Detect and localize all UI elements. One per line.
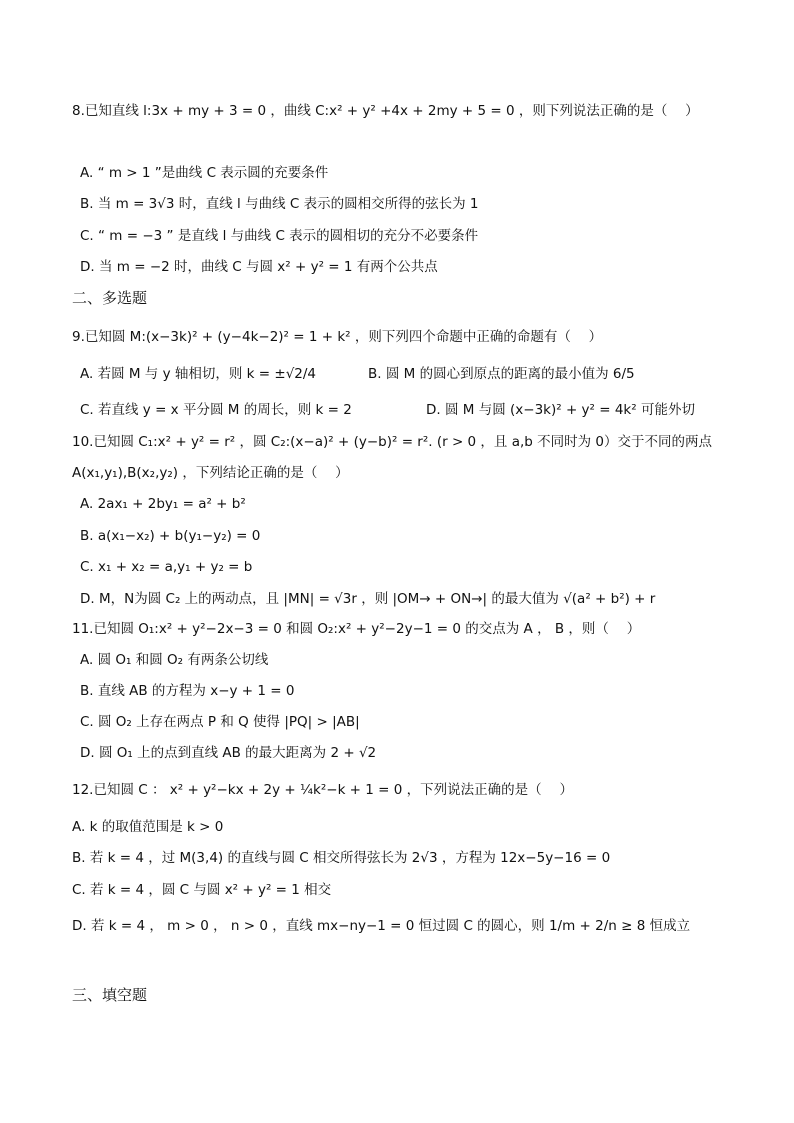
q9-option-d: D. 圆 M 与圆 (x−3k)² + y² = 4k² 可能外切 xyxy=(426,402,695,418)
q10-stem-line1: 10.已知圆 C₁:x² + y² = r² ，圆 C₂:(x−a)² + (y−b)² = r². (r > 0 ，且 a,b 不同时为 0）交于不同的两点 xyxy=(72,434,713,450)
q10-option-c: C. x₁ + x₂ = a,y₁ + y₂ = b xyxy=(80,559,253,575)
q12-stem: 12.已知圆 C ： x² + y²−kx + 2y + ¼k²−k + 1 = 0 ，下列说法正确的是（ ） xyxy=(72,782,573,798)
q11-stem: 11.已知圆 O₁:x² + y²−2x−3 = 0 和圆 O₂:x² + y²−2y−1 = 0 的交点为 A ， B ，则（ ） xyxy=(72,621,641,637)
q9-option-b: B. 圆 M 的圆心到原点的距离的最小值为 6/5 xyxy=(368,366,635,382)
q10-option-d: D. M，N为圆 C₂ 上的两动点，且 |MN| = √3r ，则 |OM→ + ON→| 的最大值为 √(a² + b²) + r xyxy=(80,591,656,607)
q11-option-c: C. 圆 O₂ 上存在两点 P 和 Q 使得 |PQ| > |AB| xyxy=(80,714,360,730)
q12-option-c: C. 若 k = 4 ，圆 C 与圆 x² + y² = 1 相交 xyxy=(72,882,332,898)
q8-option-a: A. “ m > 1 ”是曲线 C 表示圆的充要条件 xyxy=(80,165,329,181)
section-heading-multi-choice: 二、多选题 xyxy=(72,289,148,307)
section-heading-fill-blank: 三、填空题 xyxy=(72,986,148,1004)
q9-option-a: A. 若圆 M 与 y 轴相切，则 k = ±√2/4 xyxy=(80,366,317,382)
q9-stem: 9.已知圆 M:(x−3k)² + (y−4k−2)² = 1 + k² ，则下列四个命题中正确的命题有（ ） xyxy=(72,329,603,345)
q11-option-a: A. 圆 O₁ 和圆 O₂ 有两条公切线 xyxy=(80,652,269,668)
q10-option-a: A. 2ax₁ + 2by₁ = a² + b² xyxy=(80,496,246,512)
q8-stem: 8.已知直线 l:3x + my + 3 = 0 ，曲线 C:x² + y² +4x + 2my + 5 = 0 ，则下列说法正确的是（ ） xyxy=(72,103,699,119)
q10-stem-line2: A(x₁,y₁),B(x₂,y₂) ，下列结论正确的是（ ） xyxy=(72,465,349,481)
q11-option-b: B. 直线 AB 的方程为 x−y + 1 = 0 xyxy=(80,683,295,699)
q9-option-c: C. 若直线 y = x 平分圆 M 的周长，则 k = 2 xyxy=(80,402,352,418)
q8-option-d: D. 当 m = −2 时，曲线 C 与圆 x² + y² = 1 有两个公共点 xyxy=(80,259,438,275)
q12-option-d: D. 若 k = 4 ， m > 0 ， n > 0 ，直线 mx−ny−1 = 0 恒过圆 C 的圆心，则 1/m + 2/n ≥ 8 恒成立 xyxy=(72,918,691,934)
q12-option-b: B. 若 k = 4 ，过 M(3,4) 的直线与圆 C 相交所得弦长为 2√3 ，方程为 12x−5y−16 = 0 xyxy=(72,850,611,866)
q11-option-d: D. 圆 O₁ 上的点到直线 AB 的最大距离为 2 + √2 xyxy=(80,745,377,761)
q10-option-b: B. a(x₁−x₂) + b(y₁−y₂) = 0 xyxy=(80,528,261,544)
q12-option-a: A. k 的取值范围是 k > 0 xyxy=(72,819,224,835)
q8-option-b: B. 当 m = 3√3 时，直线 l 与曲线 C 表示的圆相交所得的弦长为 1 xyxy=(80,196,479,212)
q8-option-c: C. “ m = −3 ” 是直线 l 与曲线 C 表示的圆相切的充分不必要条件 xyxy=(80,228,479,244)
